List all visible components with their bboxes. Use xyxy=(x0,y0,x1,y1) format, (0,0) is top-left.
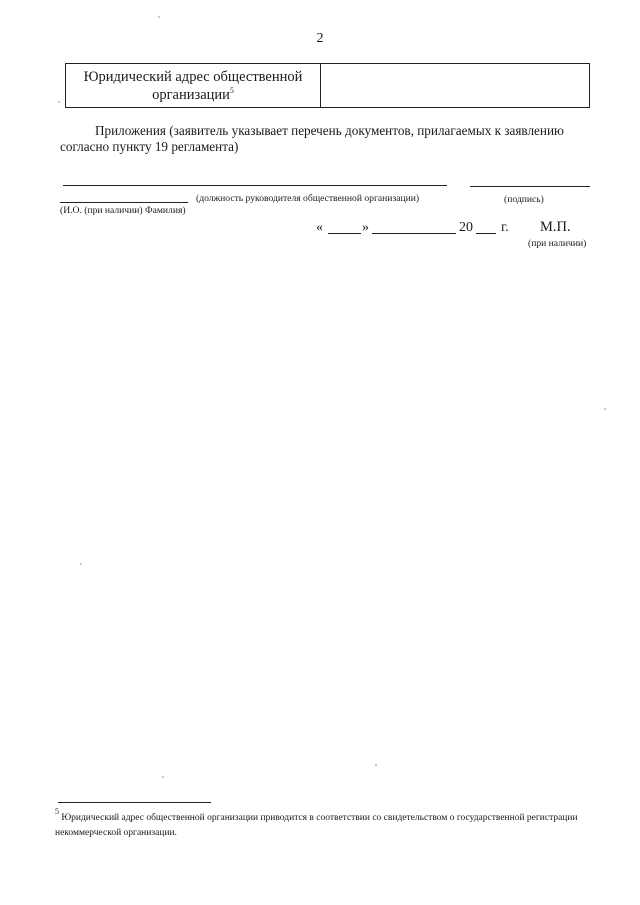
date-close-quote: » xyxy=(362,220,369,235)
scan-speck xyxy=(80,563,82,565)
date-month-line[interactable] xyxy=(372,233,456,234)
name-caption: (И.О. (при наличии) Фамилия) xyxy=(60,205,186,216)
scan-speck xyxy=(158,16,160,18)
scan-speck xyxy=(375,764,377,766)
date-year-suffix: г. xyxy=(501,220,509,235)
info-table-label-cell xyxy=(66,64,321,107)
legal-address-label-word: организации xyxy=(152,87,230,103)
signature-line[interactable] xyxy=(470,186,590,187)
scan-speck xyxy=(162,776,164,778)
footnote xyxy=(55,807,605,841)
footnote-number: 5 xyxy=(55,807,59,816)
footnote-text: Юридический адрес общественной организации приводится в соответствии со свидетельством о государственной регистрации некоммерческой организации. xyxy=(55,813,578,838)
stamp-label: М.П. xyxy=(540,219,571,235)
position-caption: (должность руководителя общественной организации) xyxy=(196,193,420,204)
legal-address-value-cell[interactable] xyxy=(321,64,589,107)
position-name-line[interactable] xyxy=(63,185,447,186)
page-number: 2 xyxy=(316,31,324,46)
legal-address-label-line2 xyxy=(66,86,320,104)
legal-address-label-line1: Юридический адрес общественной xyxy=(83,69,303,85)
info-table xyxy=(65,63,590,108)
stamp-note: (при наличии) xyxy=(528,238,587,249)
date-year-line[interactable] xyxy=(476,233,496,234)
attachments-text-line1: Приложения (заявитель указывает перечень документов, прилагаемых к заявлению xyxy=(95,123,564,138)
attachments-text-line2: согласно пункту 19 регламента) xyxy=(60,139,239,154)
signature-caption: (подпись) xyxy=(504,194,544,205)
date-day-line[interactable] xyxy=(328,233,361,234)
footnote-reference: 5 xyxy=(229,86,234,95)
footnote-separator xyxy=(58,802,211,803)
date-year-prefix: 20 xyxy=(459,220,473,235)
scan-speck xyxy=(58,101,60,103)
scan-speck xyxy=(604,408,606,410)
date-open-quote: « xyxy=(316,220,323,235)
name-line[interactable] xyxy=(60,202,188,203)
